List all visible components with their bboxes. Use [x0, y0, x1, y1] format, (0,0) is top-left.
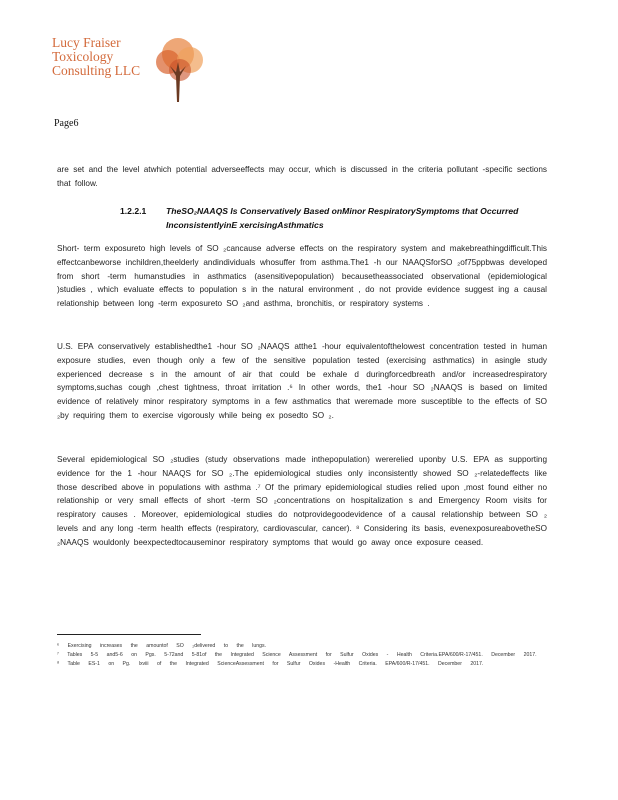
paragraph-epa-conservative: U.S. EPA conservatively establishedthe1 -hour SO ₂NAAQS atthe1 -hour equivalentofthelowest concentration tested in human exposure studies, even though only a few of the sensitive population tested (exercising asthmatics) in asingle study experienced decrease s in the amount of air that could be exhale d duringforcedbreath and/or increasedrespiratory symptoms,suchas cough ,chest tightness, throat irritation .⁶ In other words, the1 -hour SO ₂NAAQS is based on limited evidence of relatively minor respiratory symptoms in a few asthmatics that weremade more susceptible to the effects of SO ₂by requiring them to exercise vigorously while being ex posedto SO ₂.	[57, 342, 547, 420]
logo-text	[52, 36, 140, 78]
footnote-7: ⁷ Tables 5-5 and5-6 on Pgs. 5-72and 5-81of the Integrated Science Assessment for Sulfur Oxides - Health Criteria.EPA/600/R-17/451. December 2017.	[57, 651, 537, 658]
page-number: Page6	[54, 118, 79, 129]
company-logo	[52, 36, 192, 106]
footnote-8: ⁸ Table ES-1 on Pg. lxviii of the Integrated ScienceAssessment for Sulfur Oxides -Health Criteria. EPA/600/R-17/451. December 2017.	[57, 660, 484, 667]
footnote-6: ⁶ Exercising increases the amountof SO ₂delivered to the lungs.	[57, 643, 267, 649]
footnote-divider	[57, 634, 201, 635]
paragraph-epidemiological-studies: Several epidemiological SO ₂studies (study observations made inthepopulation) wererelied uponby U.S. EPA as supporting evidence for the 1 -hour NAAQS for SO ₂.The epidemiological studies only inconsistently showed SO ₂-relatedeffects like those described above in populations with asthma .⁷ Of the primary epidemiological studies relied upon ,most found either no relationship or very small effects of short -term SO ₂concentrations on hospitalization s and Emergency Room visits for respiratory causes . Moreover, epidemiological studies do notprovidegoodevidence of a causal relationship between SO ₂ levels and any long -term health effects (respiratory, cardiovascular, cancer). ⁸ Considering its basis, evenexposureabovetheSO ₂NAAQS wouldonly beexpectedtocauseminor respiratory symptoms that would go away once exposure ceased.	[57, 455, 547, 547]
footnotes	[57, 642, 537, 668]
logo-line-1: Lucy Fraiser	[52, 35, 121, 50]
section-title-line-1: TheSO₂NAAQS Is Conservatively Based onMinor RespiratorySymptoms that Occurred	[166, 206, 519, 216]
intro-paragraph: are set and the level atwhich potential adverseeffects may occur, which is discussed in the criteria pollutant -specific sections that follow.	[57, 165, 547, 188]
paragraph-short-term-exposure: Short- term exposureto high levels of SO ₂cancause adverse effects on the respiratory system and makebreathingdifficult.This effectcanbeworse inchildren,theelderly andindividuals whosuffer from asthma.The1 -h our NAAQSforSO ₂of75ppbwas developed from short -term humanstudies in asthmatics (asensitivepopulation) becausetheassociated observational (epidemiological )studies , which evaluate effects to population s in the natural environment , do not provide evidence suggest ing a causal relationship between long -term exposureto SO ₂and asthma, bronchitis, or respiratory systems .	[57, 244, 547, 309]
section-heading	[120, 205, 560, 232]
section-number: 1.2.2.1	[120, 206, 147, 216]
logo-line-3: Consulting LLC	[52, 63, 141, 78]
logo-line-2: Toxicology	[52, 49, 114, 64]
tree-logo-icon	[150, 36, 206, 106]
section-title-line-2: InconsistentlyinE xercisingAsthmatics	[166, 219, 324, 230]
